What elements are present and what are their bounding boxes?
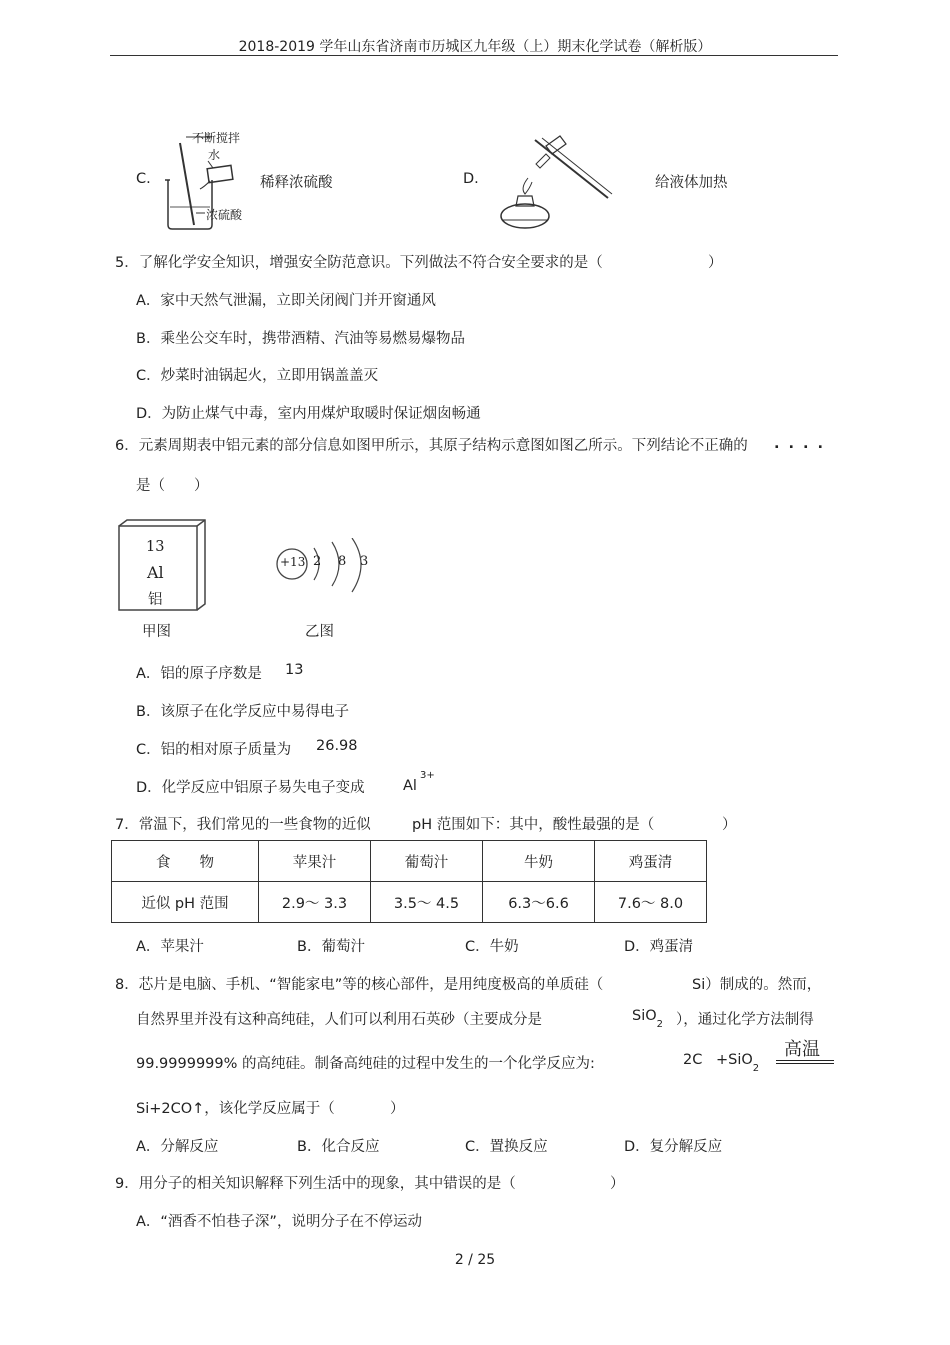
q9-option-a: A．“酒香不怕巷子深”，说明分子在不停运动	[136, 1214, 422, 1230]
table-header-cell: 苹果汁	[259, 841, 371, 882]
element-number: 13	[146, 539, 165, 555]
q8-line2c: ），通过化学方法制得	[676, 1012, 814, 1028]
ion-charge: 3+	[419, 770, 435, 781]
header-rule	[110, 55, 838, 56]
water-label: 水	[208, 148, 221, 162]
q5-option-a: A．家中天然气泄漏，立即关闭阀门并开窗通风	[136, 293, 436, 309]
q8-sio2-sub: 2	[656, 1018, 664, 1030]
q8-line4-close: ）	[390, 1101, 405, 1117]
table-header-row	[112, 841, 707, 882]
figure-jia-caption: 甲图	[142, 624, 171, 640]
table-header-cell: 葡萄汁	[371, 841, 483, 882]
q8-sio2	[632, 1008, 664, 1030]
q8-line1a: 8．芯片是电脑、手机、“智能家电”等的核心部件，是用纯度极高的单质硅（	[115, 977, 604, 993]
q6-option-b: B．该原子在化学反应中易得电子	[136, 704, 349, 720]
q7-option-a: A．苹果汁	[136, 939, 204, 955]
q6-stem: 6．元素周期表中铝元素的部分信息如图甲所示，其原子结构示意图如图乙所示。下列结论不正确的	[115, 438, 748, 454]
q6-emphasis-dots: ....	[774, 436, 833, 452]
option-d-label: D.	[463, 171, 479, 187]
page-number: 2 / 25	[454, 1252, 496, 1268]
option-d-text: 给液体加热	[655, 175, 728, 191]
q5-option-b: B．乘坐公交车时，携带酒精、汽油等易燃易爆物品	[136, 331, 465, 347]
option-c-label: C.	[136, 171, 151, 187]
q8-eq-2c: 2C	[683, 1052, 703, 1068]
ion-symbol: Al	[403, 777, 417, 794]
q8-line2a: 自然界里并没有这种高纯硅，人们可以利用石英砂（主要成分是	[136, 1012, 542, 1028]
q8-sio2-text: SiO	[632, 1008, 657, 1024]
atom-shell-1: 2	[313, 554, 322, 569]
q8-line1b: Si）制成的。然而，	[692, 977, 822, 993]
table-cell: 3.5～ 4.5	[371, 882, 483, 923]
q5-stem: 5．了解化学安全知识，增强安全防范意识。下列做法不符合安全要求的是（	[115, 255, 603, 271]
q8-eq-bar-2	[776, 1063, 834, 1064]
q8-eq-sio2-text: +SiO	[716, 1052, 753, 1068]
q6-option-d-ion	[403, 770, 435, 794]
q8-line4: Si+2CO↑，该化学反应属于（	[136, 1101, 335, 1117]
figure-yi-caption: 乙图	[305, 624, 334, 640]
q7-option-c: C．牛奶	[465, 939, 519, 955]
q6-option-c: C．铝的相对原子质量为	[136, 742, 292, 758]
element-symbol: Al	[147, 563, 164, 582]
q8-option-b: B．化合反应	[297, 1139, 380, 1155]
table-row	[112, 882, 707, 923]
q8-eq-sio2	[716, 1052, 760, 1074]
q5-close: ）	[708, 255, 723, 271]
table-header-cell: 食 物	[112, 841, 259, 882]
q8-eq-condition: 高温	[784, 1039, 820, 1060]
atom-shell-3: 3	[360, 554, 369, 569]
q6-option-a: A．铝的原子序数是	[136, 666, 262, 682]
table-header-cell: 鸡蛋清	[595, 841, 707, 882]
q8-eq-sio2-sub: 2	[752, 1062, 760, 1074]
q7-stem-a: 7．常温下，我们常见的一些食物的近似	[115, 817, 371, 833]
q5-option-c: C．炒菜时油锅起火，立即用锅盖盖灭	[136, 368, 379, 384]
table-cell: 近似 pH 范围	[112, 882, 259, 923]
atom-shell-2: 8	[338, 554, 347, 569]
q7-option-d: D．鸡蛋清	[624, 939, 694, 955]
acid-label: 浓硫酸	[206, 208, 243, 222]
q6-option-a-value: 13	[285, 662, 304, 678]
q8-option-d: D．复分解反应	[624, 1139, 723, 1155]
q6-option-d: D．化学反应中铝原子易失电子变成	[136, 780, 365, 796]
table-cell: 7.6～ 8.0	[595, 882, 707, 923]
q9-close: ）	[610, 1176, 625, 1192]
q5-option-d: D．为防止煤气中毒，室内用煤炉取暖时保证烟囱畅通	[136, 406, 481, 422]
table-cell: 2.9～ 3.3	[259, 882, 371, 923]
table-header-cell: 牛奶	[483, 841, 595, 882]
stir-label: 不断搅拌	[192, 131, 241, 145]
q6-option-c-value: 26.98	[316, 738, 358, 754]
q7-option-b: B．葡萄汁	[297, 939, 365, 955]
q7-close: ）	[722, 817, 737, 833]
page-header: 2018-2019 学年山东省济南市历城区九年级（上）期末化学试卷（解析版）	[238, 39, 712, 55]
heating-diagram	[490, 128, 620, 233]
element-name: 铝	[148, 592, 163, 608]
option-c-text: 稀释浓硫酸	[260, 175, 333, 191]
atom-nucleus: +13	[280, 555, 306, 569]
q6-stem-2: 是（ ）	[136, 478, 209, 494]
q8-eq-bar-1	[776, 1060, 834, 1061]
q8-option-c: C．置换反应	[465, 1139, 548, 1155]
q8-line3a: 99.9999999% 的高纯硅。制备高纯硅的过程中发生的一个化学反应为:	[136, 1056, 595, 1072]
q9-stem: 9．用分子的相关知识解释下列生活中的现象，其中错误的是（	[115, 1176, 516, 1192]
q8-option-a: A．分解反应	[136, 1139, 219, 1155]
q7-stem-b: pH 范围如下：其中，酸性最强的是（	[412, 817, 655, 833]
table-cell: 6.3～6.6	[483, 882, 595, 923]
ph-table	[111, 840, 707, 923]
